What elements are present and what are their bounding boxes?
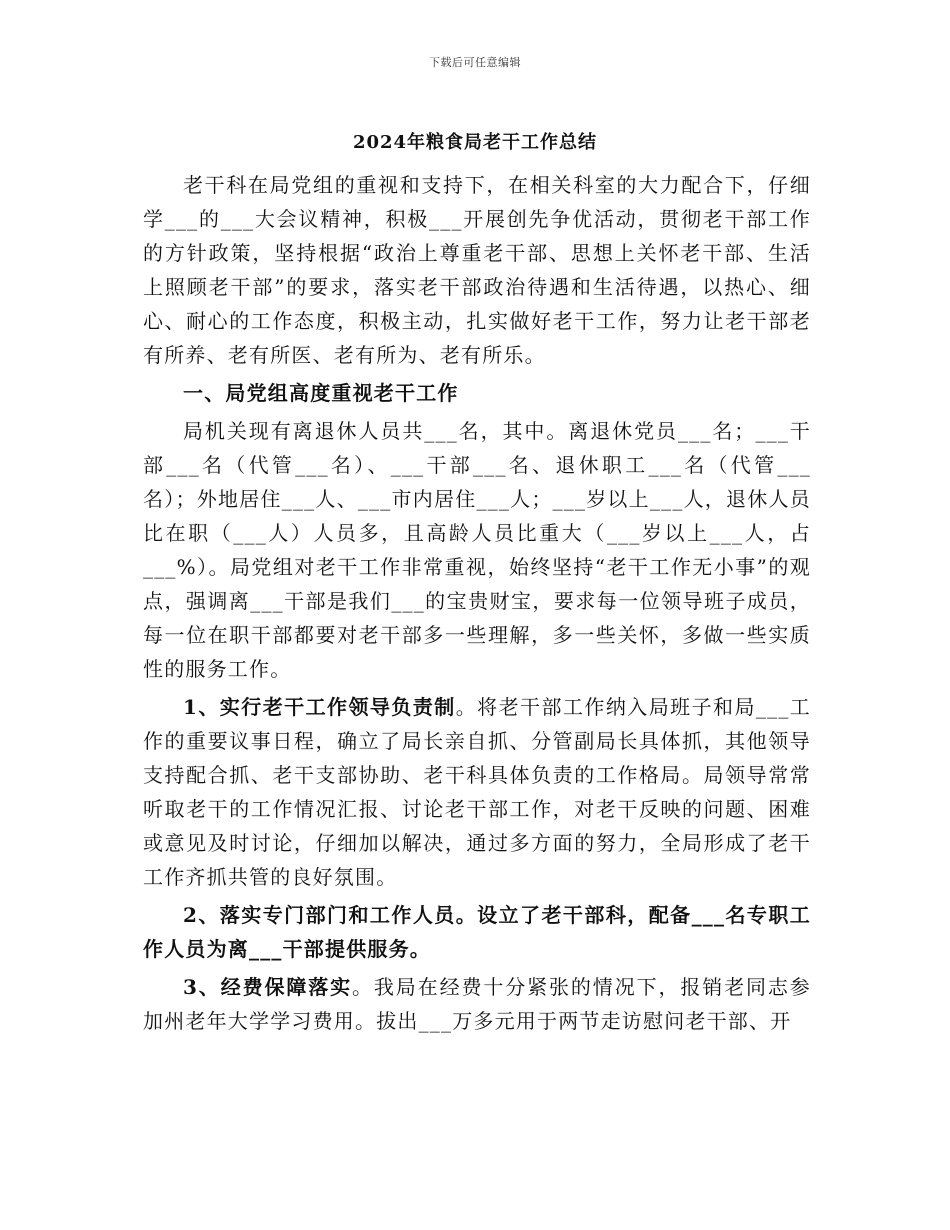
paragraph-funding: [143, 970, 811, 1038]
paragraph-body-text: 。将老干部工作纳入局班子和局___工作的重要议事日程，确立了局长亲自抓、分管副局长具体抓，其他领导支持配合抓、老干支部协助、老干科具体负责的工作格局。局领导常常听取老干的工作情况汇报、讨论老干部工作，对老干反映的问题、困难或意见及时讨论，仔细加以解决，通过多方面的努力，全局形成了老干工作齐抓共管的良好氛围。: [143, 695, 811, 889]
document-body: [143, 168, 811, 1038]
paragraph-leadership-responsibility: [143, 690, 811, 894]
paragraph-staff-stats: 局机关现有离退休人员共___名，其中。离退休党员___名；___干部___名（代管___名）、___干部___名、退休职工___名（代管___名）；外地居住___人、___市内居住___人；___岁以上___人，退休人员比在职（___人）人员多，且高龄人员比重大（___岁以上___人，占___%）。局党组对老干工作非常重视，始终坚持“老干工作无小事”的观点，强调离___干部是我们___的宝贵财宝，要求每一位领导班子成员，每一位在职干部都要对老干部多一些理解，多一些关怀，多做一些实质性的服务工作。: [143, 419, 811, 681]
paragraph-dedicated-staff: 2、落实专门部门和工作人员。设立了老干部科，配备___名专职工作人员为离___干部提供服务。: [143, 903, 811, 961]
page-header-note: 下载后可任意编辑: [429, 56, 521, 69]
paragraph-body-text: 。我局在经费十分紧张的情况下，报销老同志参加州老年大学学习费用。拔出___万多元用于两节走访慰问老干部、开: [143, 975, 811, 1033]
paragraph-lead-text: 3、经费保障落实: [183, 975, 353, 999]
paragraph-lead-text: 1、实行老干工作领导负责制: [183, 695, 456, 719]
section-heading-1: 一、局党组高度重视老干工作: [183, 381, 459, 405]
paragraph-intro: 老干科在局党组的重视和支持下，在相关科室的大力配合下，仔细学___的___大会议精神，积极___开展创先争优活动，贯彻老干部工作的方针政策，坚持根据“政治上尊重老干部、思想上关怀老干部、生活上照顾老干部”的要求，落实老干部政治待遇和生活待遇，以热心、细心、耐心的工作态度，积极主动，扎实做好老干工作，努力让老干部老有所养、老有所医、老有所为、老有所乐。: [143, 173, 811, 367]
document-title: 2024年粮食局老干工作总结: [352, 132, 598, 153]
